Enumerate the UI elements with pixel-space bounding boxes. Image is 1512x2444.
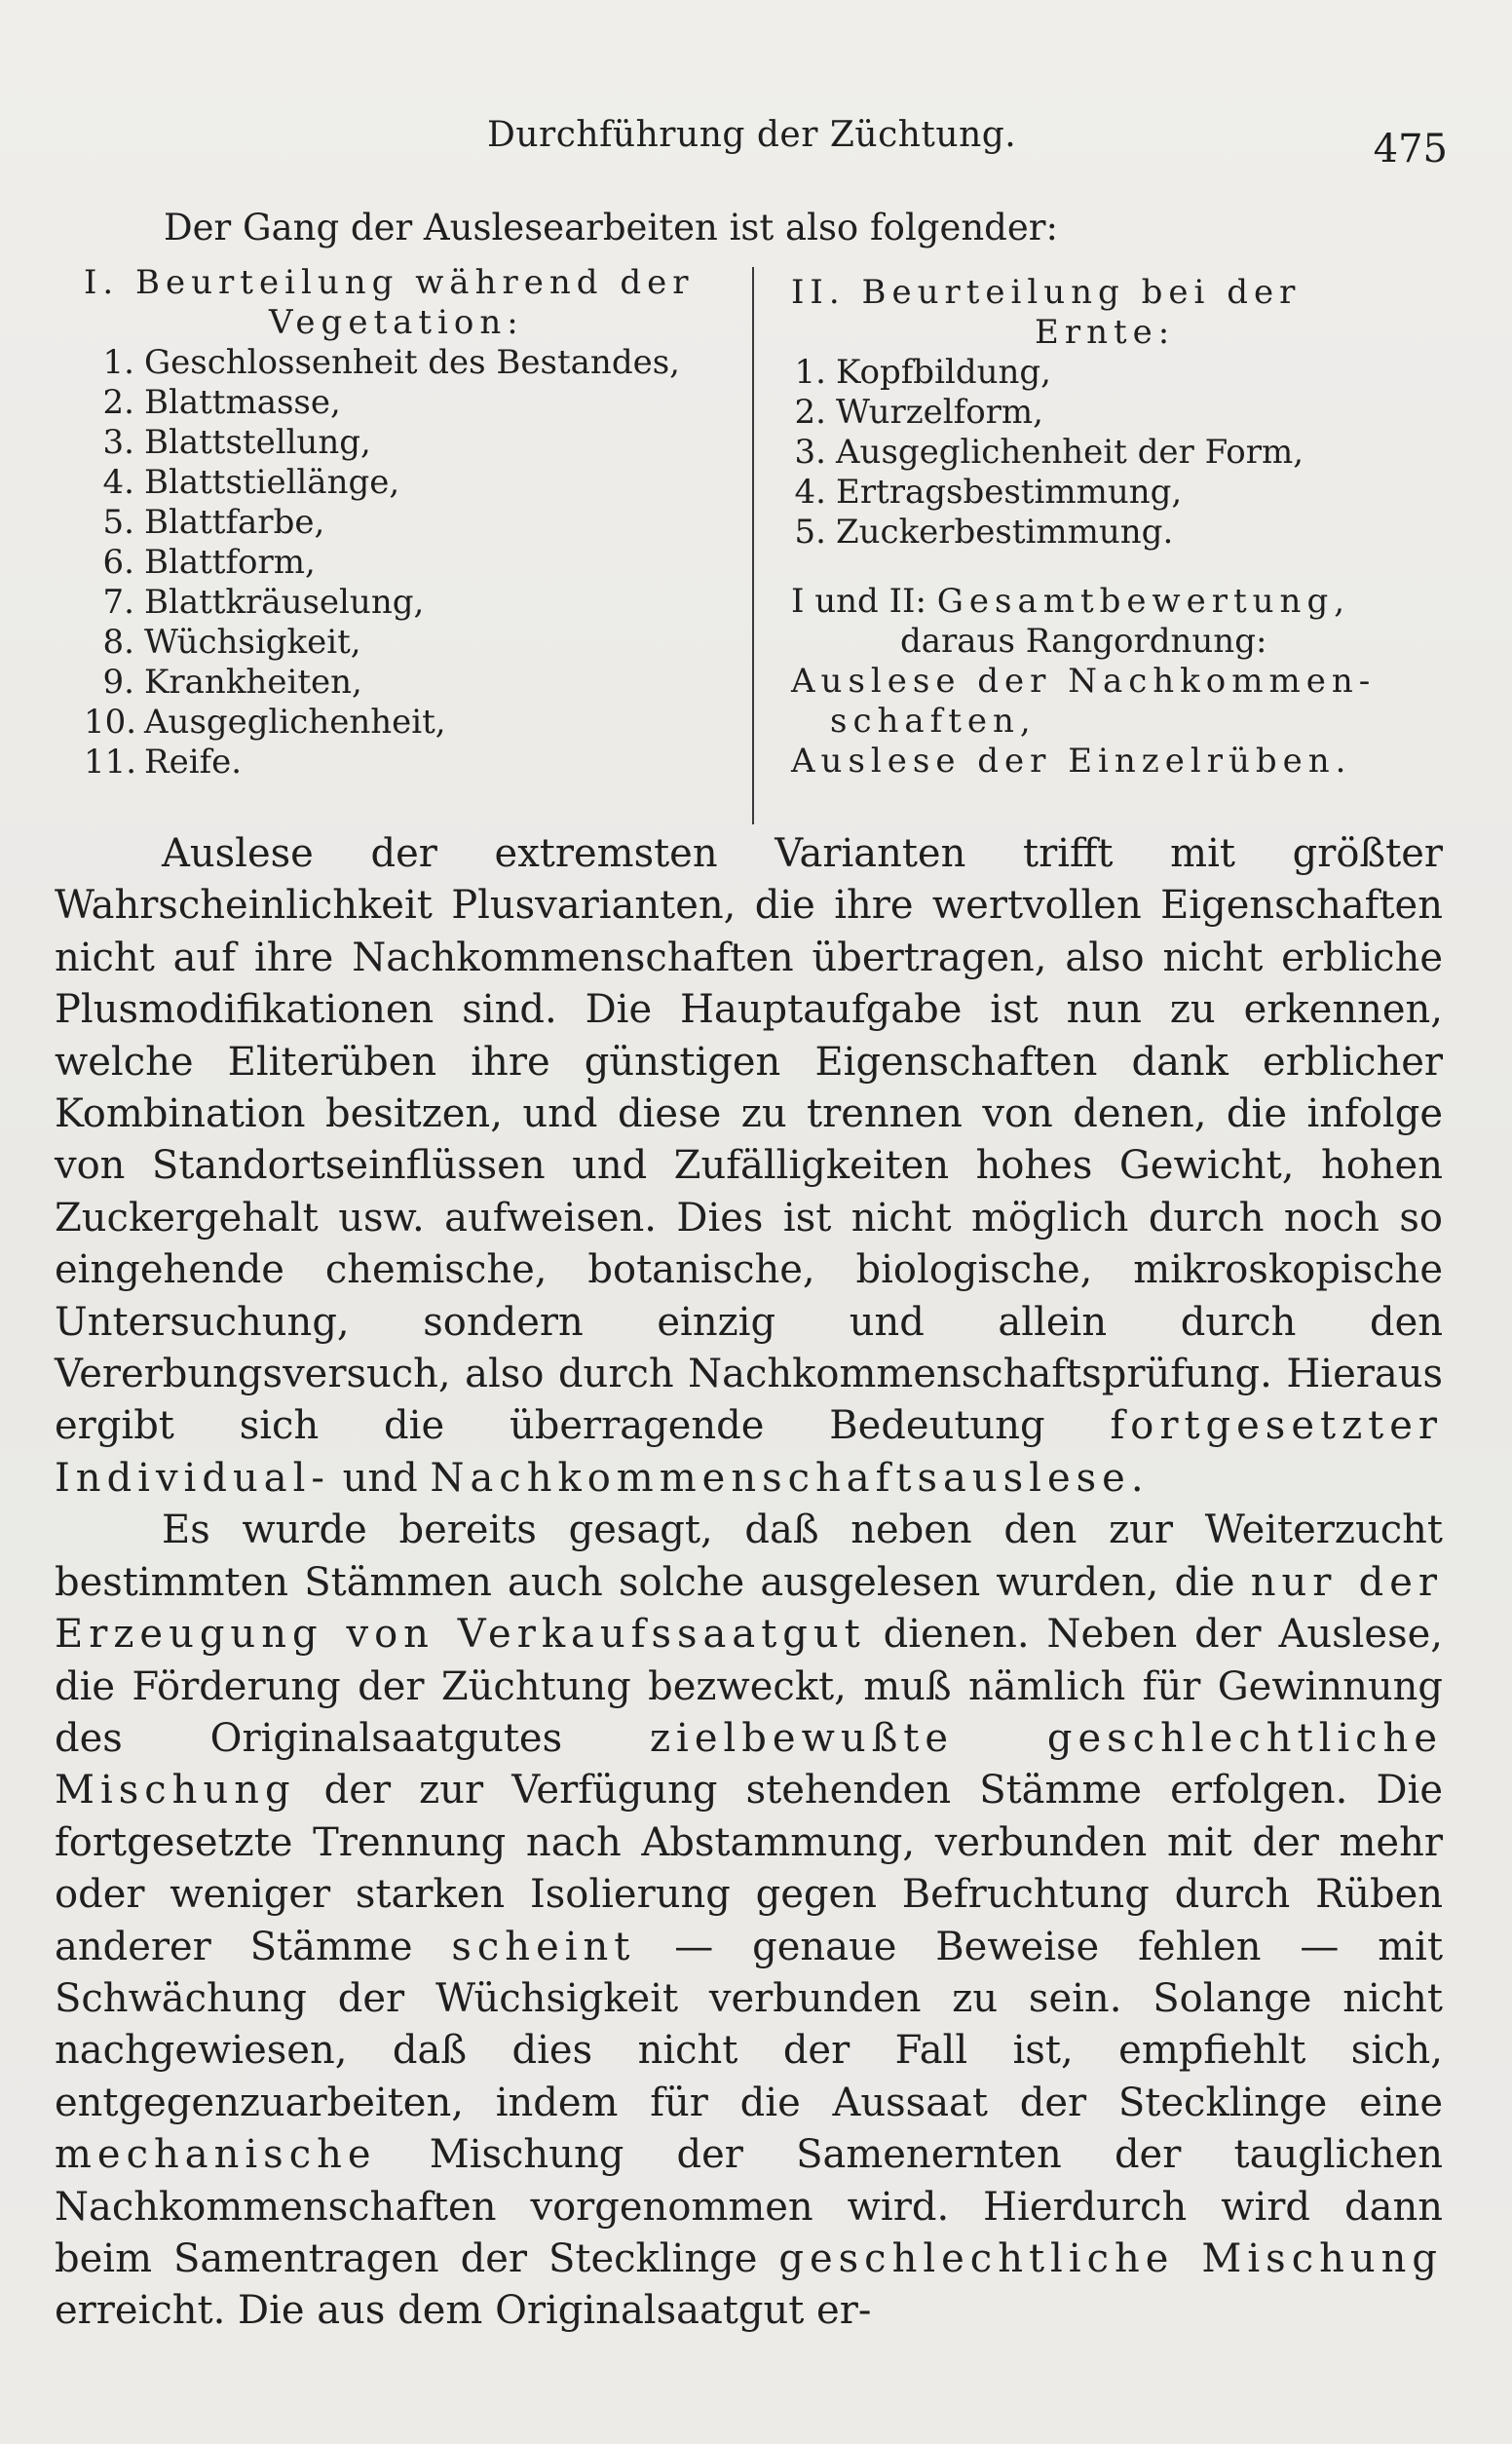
item-text: Blattstellung, xyxy=(144,423,371,462)
p2-text-c: der zur Verfügung stehenden Stämme erfolgen. Die fortgesetzte Trennung nach Abstammung, verbunden mit der mehr oder weniger starken Isolierung gegen Befruchtung durch Rüben anderer Stämme xyxy=(55,1768,1443,1969)
p1-spaced-b: Nachkommenschaftsauslese. xyxy=(430,1455,1150,1501)
item-text: Blattform, xyxy=(144,543,316,582)
item-text: Blattmasse, xyxy=(144,383,341,422)
list-item xyxy=(84,663,746,703)
p2-text-a: Es wurde bereits gesagt, daß neben den zur Weiterzucht bestimmten Stämmen auch solche ausgelesen wurden, die xyxy=(55,1508,1443,1605)
p2-spaced-e: geschlechtliche Mischung xyxy=(778,2235,1444,2281)
list-item xyxy=(84,343,746,383)
item-text: Blattfarbe, xyxy=(144,503,325,542)
page-number: 475 xyxy=(1373,127,1448,172)
summary-line4: schaften, xyxy=(830,702,1037,741)
summary-line5: Auslese der Einzelrüben. xyxy=(791,742,1352,781)
item-text: Ertragsbestimmung, xyxy=(836,473,1183,512)
item-text: Krankheiten, xyxy=(144,663,362,702)
p1-spaced-a: fortgesetzter Individual- xyxy=(55,1403,1444,1501)
item-text: Blattstiellänge, xyxy=(144,463,400,502)
item-number: 10. xyxy=(84,703,137,742)
item-text: Wurzelform, xyxy=(836,393,1043,432)
p2-spaced-a: nur der Erzeugung von Verkaufssaatgut xyxy=(55,1559,1443,1658)
list-item xyxy=(791,473,1463,513)
list-item xyxy=(791,433,1463,473)
p2-text-e: Mischung der Samenernten der tauglichen Nachkommenschaften vorgenommen wird. Hierdurch wird dann beim Samentragen der Stecklinge xyxy=(55,2132,1444,2281)
list-item xyxy=(84,383,746,423)
item-number: 4. xyxy=(794,473,826,512)
list-item xyxy=(791,393,1463,433)
item-number: 9. xyxy=(102,663,134,702)
list-item xyxy=(84,623,746,663)
body-text xyxy=(55,828,1443,2338)
paragraph-1 xyxy=(55,828,1443,1505)
item-text: Blattkräuselung, xyxy=(144,583,425,622)
left-heading-line2: Vegetation: xyxy=(269,303,524,342)
item-number: 3. xyxy=(102,423,134,462)
paragraph-2 xyxy=(55,1505,1443,2338)
summary-line3: Auslese der Nachkommen- xyxy=(791,662,1377,701)
list-item xyxy=(84,543,746,583)
summary-line1 xyxy=(791,582,1463,622)
vegetation-criteria-list xyxy=(84,343,746,783)
running-header: Durchführung der Züchtung. xyxy=(487,115,1017,155)
item-number: 8. xyxy=(102,623,134,662)
p2-text-d: — genaue Beweise fehlen — mit Schwächung der Wüchsigkeit verbunden zu sein. Solange nicht nachgewiesen, daß dies nicht der Fall ist, empfiehlt sich, entgegenzuarbeiten, indem für die Aussaat der Stecklinge eine xyxy=(55,1924,1444,2125)
left-heading-line1: I. Beurteilung während der xyxy=(84,263,695,302)
item-text: Wüchsigkeit, xyxy=(144,623,361,662)
item-text: Zuckerbestimmung. xyxy=(836,513,1174,552)
p2-spaced-c: scheint xyxy=(451,1924,636,1969)
column-divider xyxy=(752,267,754,824)
item-number: 1. xyxy=(794,353,826,392)
p1-text: Auslese der extremsten Varianten trifft mit größter Wahrscheinlichkeit Plusvarianten, die ihre wertvollen Eigenschaften nicht auf ihre Nachkommenschaften übertragen, also nicht erbliche Plusmodifikationen sind. Die Hauptaufgabe ist nun zu erkennen, welche Eliterüben ihre günstigen Eigenschaften dank erblicher Kombination besitzen, und diese zu trennen von denen, die infolge von Standortseinflüssen und Zufälligkeiten hohes Gewicht, hohen Zuckergehalt usw. aufweisen. Dies ist nicht möglich durch noch so eingehende chemische, botanische, biologische, mikroskopische Untersuchung, sondern einzig und allein durch den Vererbungsversuch, also durch Nachkommenschaftsprüfung. Hieraus ergibt sich die überragende Bedeutung xyxy=(55,831,1443,1449)
right-column-list xyxy=(791,273,1463,782)
summary-prefix: I und II: xyxy=(791,582,926,621)
list-item xyxy=(84,703,746,743)
list-item xyxy=(84,423,746,463)
item-number: 5. xyxy=(102,503,134,542)
p2-spaced-d: mechanische xyxy=(55,2132,377,2178)
p1-und: und xyxy=(342,1455,418,1501)
list-item xyxy=(84,503,746,543)
item-number: 7. xyxy=(102,583,134,622)
list-item xyxy=(791,513,1463,553)
item-number: 11. xyxy=(84,743,137,782)
summary-block xyxy=(791,582,1463,782)
item-text: Geschlossenheit des Bestandes, xyxy=(144,343,680,382)
item-number: 1. xyxy=(102,343,134,382)
p2-text-f: erreicht. Die aus dem Originalsaatgut er- xyxy=(55,2288,872,2334)
p2-spaced-b: zielbewußte geschlechtliche Mischung xyxy=(55,1715,1443,1814)
p2-text-b: dienen. Neben der Auslese, die Förderung der Züchtung bezweckt, muß nämlich für Gewinnung des Originalsaatgutes xyxy=(55,1612,1443,1761)
list-item xyxy=(84,743,746,783)
item-number: 2. xyxy=(794,393,826,432)
item-text: Reife. xyxy=(144,743,243,782)
right-heading-line1: II. Beurteilung bei der xyxy=(791,273,1302,312)
list-item xyxy=(84,583,746,623)
right-heading-line2: Ernte: xyxy=(1035,313,1176,352)
item-text: Ausgeglichenheit, xyxy=(144,703,446,742)
item-number: 4. xyxy=(102,463,134,502)
left-column-list xyxy=(84,263,746,783)
summary-line2: daraus Rangordnung: xyxy=(900,622,1267,661)
harvest-criteria-list xyxy=(791,353,1463,553)
list-item xyxy=(84,463,746,503)
item-number: 6. xyxy=(102,543,134,582)
summary-spaced: Gesamtbewertung, xyxy=(936,582,1351,621)
item-number: 2. xyxy=(102,383,134,422)
item-number: 5. xyxy=(794,513,826,552)
item-text: Kopfbildung, xyxy=(836,353,1051,392)
intro-sentence: Der Gang der Auslesearbeiten ist also folgender: xyxy=(164,207,1058,248)
list-item xyxy=(791,353,1463,393)
item-number: 3. xyxy=(794,433,826,472)
item-text: Ausgeglichenheit der Form, xyxy=(836,433,1304,472)
